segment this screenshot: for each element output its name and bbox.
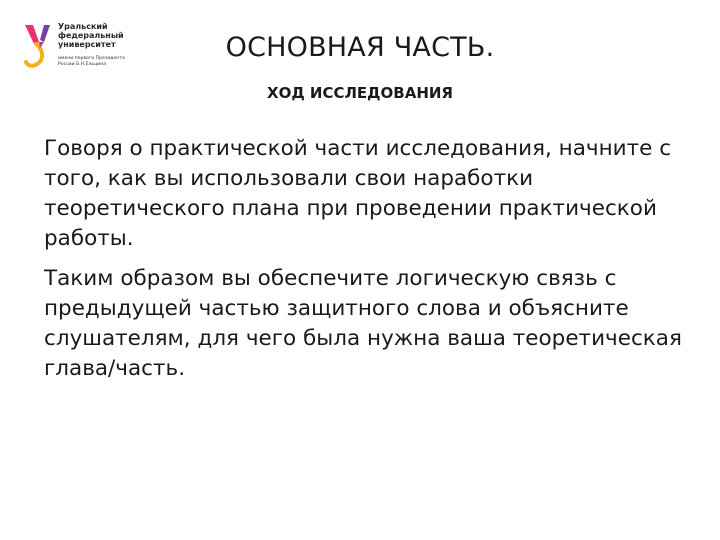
slide-subtitle: ХОД ИССЛЕДОВАНИЯ (267, 84, 453, 102)
urfu-logo-icon (22, 22, 52, 70)
logo-name-line: университет (58, 40, 116, 49)
logo-name-line: федеральный (58, 31, 124, 40)
body-paragraph: Таким образом вы обеспечите логическую связь с предыдущей частью защитного слова и объясните слушателям, для чего была нужна ваша теоретическая глава/часть. (44, 266, 682, 381)
logo-subtitle-line: России Б.Н.Ельцина (58, 61, 107, 67)
logo-name-line: Уральский (58, 22, 108, 31)
slide-body (44, 134, 694, 394)
logo-subtitle-line: имени первого Президента (58, 56, 125, 61)
slide-title: ОСНОВНАЯ ЧАСТЬ. (225, 32, 495, 63)
body-paragraph: Говоря о практической части исследования, начните с того, как вы использовали свои наработки теоретического плана при проведении практической работы. (44, 136, 672, 251)
